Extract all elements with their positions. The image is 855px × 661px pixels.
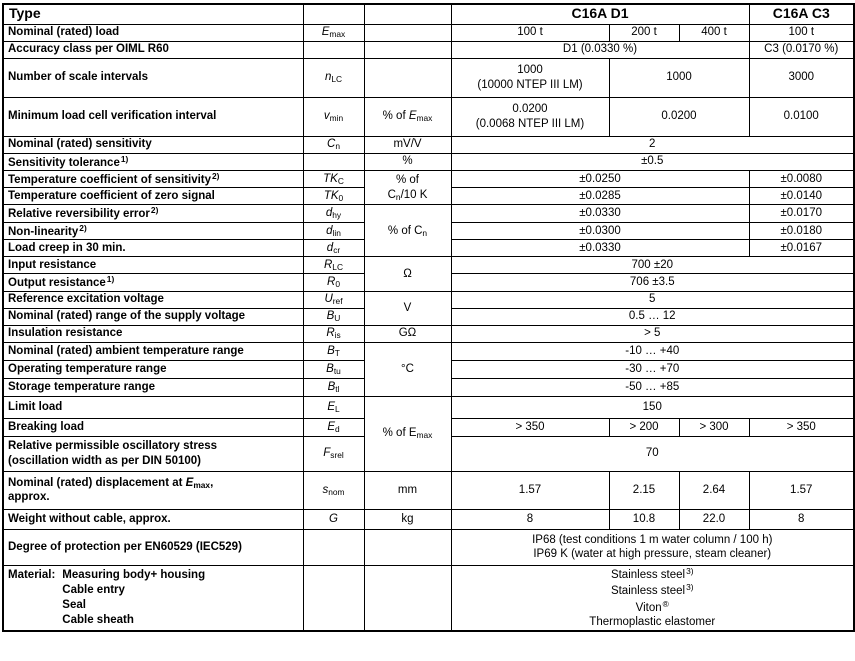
- unit-intervals-empty: [364, 58, 451, 97]
- symbol-rlc: $R_{LC}$: [303, 257, 364, 274]
- symbol-emax: $E_{max}$: [303, 24, 364, 41]
- symbol-g: G: [303, 509, 364, 529]
- row-protection: [3, 529, 854, 565]
- value-intervals-100t: 1000 (10000 NTEP III LM): [451, 58, 609, 97]
- row-scale-intervals: [3, 58, 854, 97]
- label-input-resistance: Input resistance: [3, 257, 303, 274]
- value-intervals-200-400t: 1000: [609, 58, 749, 97]
- label-reference-voltage: Reference excitation voltage: [3, 291, 303, 308]
- label-ambient-temperature: Nominal (rated) ambient temperature range: [3, 342, 303, 360]
- label-protection: Degree of protection per EN60529 (IEC529): [3, 529, 303, 565]
- symbol-btu: $B_{tu}$: [303, 360, 364, 378]
- spec-table: [2, 3, 855, 632]
- symbol-material-empty: [303, 565, 364, 631]
- unit-vmin: % of $E_{max}$: [364, 97, 451, 136]
- row-material: [3, 565, 854, 631]
- value-oscillatory-stress: 70: [451, 436, 854, 471]
- label-supply-voltage: Nominal (rated) range of the supply voltage: [3, 308, 303, 325]
- value-tk0-c3: ±0.0140: [749, 188, 854, 205]
- label-verification-interval: Minimum load cell verification interval: [3, 97, 303, 136]
- label-storage-temperature: Storage temperature range: [3, 378, 303, 396]
- row-tk-sensitivity: [3, 170, 854, 187]
- row-reversibility: [3, 205, 854, 222]
- unit-gohm: GΩ: [364, 325, 451, 342]
- value-ambient-temperature: -10 … +40: [451, 342, 854, 360]
- value-vmin-100t: 0.0200 (0.0068 NTEP III LM): [451, 97, 609, 136]
- unit-header-empty: [364, 4, 451, 24]
- value-material: Stainless steel$^{3)}$ Stainless steel$^{3)}$ Viton® Thermoplastic elastomer: [451, 565, 854, 631]
- value-dhy-c3: ±0.0170: [749, 205, 854, 222]
- symbol-uref: $U_{ref}$: [303, 291, 364, 308]
- value-reference-voltage: 5: [451, 291, 854, 308]
- value-operating-temperature: -30 … +70: [451, 360, 854, 378]
- value-vmin-c3: 0.0100: [749, 97, 854, 136]
- unit-percent-cn: % of $C_n$: [364, 205, 451, 257]
- label-scale-intervals: Number of scale intervals: [3, 58, 303, 97]
- row-input-resistance: [3, 257, 854, 274]
- value-input-resistance: 700 ±20: [451, 257, 854, 274]
- label-tk-zero: Temperature coefficient of zero signal: [3, 188, 303, 205]
- value-displacement-400t: 2.64: [679, 471, 749, 509]
- value-output-resistance: 706 ±3.5: [451, 274, 854, 291]
- label-nominal-displacement: Nominal (rated) displacement at $E_{max}$, approx.: [3, 471, 303, 509]
- value-sensitivity: 2: [451, 136, 854, 153]
- value-breaking-200t: > 200: [609, 418, 679, 436]
- value-breaking-400t: > 300: [679, 418, 749, 436]
- unit-percent: %: [364, 153, 451, 170]
- value-breaking-c3: > 350: [749, 418, 854, 436]
- unit-mm: mm: [364, 471, 451, 509]
- label-material: Material: Measuring body+ housing Cable entry Seal Cable sheath: [3, 565, 303, 631]
- label-load-creep: Load creep in 30 min.: [3, 240, 303, 257]
- label-breaking-load: Breaking load: [3, 418, 303, 436]
- label-limit-load: Limit load: [3, 396, 303, 418]
- value-sensitivity-tolerance: ±0.5: [451, 153, 854, 170]
- symbol-vmin: $v_{min}$: [303, 97, 364, 136]
- value-protection: IP68 (test conditions 1 m water column / 100 h) IP69 K (water at high pressure, steam cleaner): [451, 529, 854, 565]
- value-supply-voltage: 0.5 … 12: [451, 308, 854, 325]
- symbol-ris: $R_{is}$: [303, 325, 364, 342]
- symbol-el: $E_L$: [303, 396, 364, 418]
- symbol-fsrel: $F_{srel}$: [303, 436, 364, 471]
- symbol-header-empty: [303, 4, 364, 24]
- value-storage-temperature: -50 … +85: [451, 378, 854, 396]
- symbol-dcr: $d_{cr}$: [303, 240, 364, 257]
- symbol-tkc: $TK_C$: [303, 170, 364, 187]
- unit-kg: kg: [364, 509, 451, 529]
- label-nominal-load: Nominal (rated) load: [3, 24, 303, 41]
- row-limit-load: [3, 396, 854, 418]
- type-header: Type: [3, 4, 303, 24]
- value-load-400t: 400 t: [679, 24, 749, 41]
- symbol-ed: $E_d$: [303, 418, 364, 436]
- label-sensitivity: Nominal (rated) sensitivity: [3, 136, 303, 153]
- row-reference-voltage: [3, 291, 854, 308]
- value-weight-400t: 22.0: [679, 509, 749, 529]
- unit-nominal-load-empty: [364, 24, 451, 41]
- symbol-bt: $B_T$: [303, 342, 364, 360]
- value-accuracy-c3: C3 (0.0170 %): [749, 41, 854, 58]
- symbol-dhy: $d_{hy}$: [303, 205, 364, 222]
- unit-percent-cn-10k: % of $C_n/10$ K: [364, 170, 451, 204]
- symbol-accuracy-empty: [303, 41, 364, 58]
- value-tkc-d1: ±0.0250: [451, 170, 749, 187]
- label-oscillatory-stress: Relative permissible oscillatory stress (oscillation width as per DIN 50100): [3, 436, 303, 471]
- symbol-snom: $s_{nom}$: [303, 471, 364, 509]
- value-load-100t: 100 t: [451, 24, 609, 41]
- row-nominal-displacement: [3, 471, 854, 509]
- unit-percent-emax: % of $E_{max}$: [364, 396, 451, 471]
- unit-mvv: mV/V: [364, 136, 451, 153]
- unit-protection-empty: [364, 529, 451, 565]
- symbol-cn: $C_n$: [303, 136, 364, 153]
- row-sensitivity: [3, 136, 854, 153]
- header-row: [3, 4, 854, 24]
- row-ambient-temperature: [3, 342, 854, 360]
- unit-accuracy-empty: [364, 41, 451, 58]
- label-operating-temperature: Operating temperature range: [3, 360, 303, 378]
- row-insulation-resistance: [3, 325, 854, 342]
- value-tk0-d1: ±0.0285: [451, 188, 749, 205]
- value-dcr-c3: ±0.0167: [749, 240, 854, 257]
- label-tk-sensitivity: Temperature coefficient of sensitivity$^{2)}$: [3, 170, 303, 187]
- value-dhy-d1: ±0.0330: [451, 205, 749, 222]
- model-c16a-c3: C16A C3: [749, 4, 854, 24]
- label-insulation-resistance: Insulation resistance: [3, 325, 303, 342]
- row-verification-interval: [3, 97, 854, 136]
- symbol-protection-empty: [303, 529, 364, 565]
- label-reversibility: Relative reversibility error$^{2)}$: [3, 205, 303, 222]
- row-nominal-load: [3, 24, 854, 41]
- value-vmin-200-400t: 0.0200: [609, 97, 749, 136]
- row-weight: [3, 509, 854, 529]
- value-limit-load: 150: [451, 396, 854, 418]
- value-displacement-200t: 2.15: [609, 471, 679, 509]
- value-weight-200t: 10.8: [609, 509, 679, 529]
- value-load-200t: 200 t: [609, 24, 679, 41]
- value-dlin-c3: ±0.0180: [749, 222, 854, 239]
- label-non-linearity: Non-linearity$^{2)}$: [3, 222, 303, 239]
- value-weight-100t: 8: [451, 509, 609, 529]
- value-displacement-c3: 1.57: [749, 471, 854, 509]
- model-c16a-d1: C16A D1: [451, 4, 749, 24]
- row-sensitivity-tolerance: [3, 153, 854, 170]
- material-items: Measuring body+ housing Cable entry Seal Cable sheath: [62, 569, 206, 626]
- value-accuracy-d1: D1 (0.0330 %): [451, 41, 749, 58]
- unit-celsius: °C: [364, 342, 451, 396]
- symbol-dlin: $d_{lin}$: [303, 222, 364, 239]
- value-intervals-c3: 3000: [749, 58, 854, 97]
- symbol-btl: $B_{tl}$: [303, 378, 364, 396]
- label-output-resistance: Output resistance$^{1)}$: [3, 274, 303, 291]
- label-weight: Weight without cable, approx.: [3, 509, 303, 529]
- unit-material-empty: [364, 565, 451, 631]
- value-load-c3-100t: 100 t: [749, 24, 854, 41]
- symbol-nlc: $n_{LC}$: [303, 58, 364, 97]
- row-accuracy-class: [3, 41, 854, 58]
- value-weight-c3: 8: [749, 509, 854, 529]
- value-dlin-d1: ±0.0300: [451, 222, 749, 239]
- label-sensitivity-tolerance: Sensitivity tolerance$^{1)}$: [3, 153, 303, 170]
- value-insulation-resistance: > 5: [451, 325, 854, 342]
- unit-ohm: Ω: [364, 257, 451, 291]
- unit-volt: V: [364, 291, 451, 325]
- value-dcr-d1: ±0.0330: [451, 240, 749, 257]
- symbol-r0: $R_0$: [303, 274, 364, 291]
- symbol-bu: $B_U$: [303, 308, 364, 325]
- value-tkc-c3: ±0.0080: [749, 170, 854, 187]
- label-accuracy-class: Accuracy class per OIML R60: [3, 41, 303, 58]
- value-displacement-100t: 1.57: [451, 471, 609, 509]
- value-breaking-100t: > 350: [451, 418, 609, 436]
- symbol-tk0: $TK_0$: [303, 188, 364, 205]
- symbol-stol-empty: [303, 153, 364, 170]
